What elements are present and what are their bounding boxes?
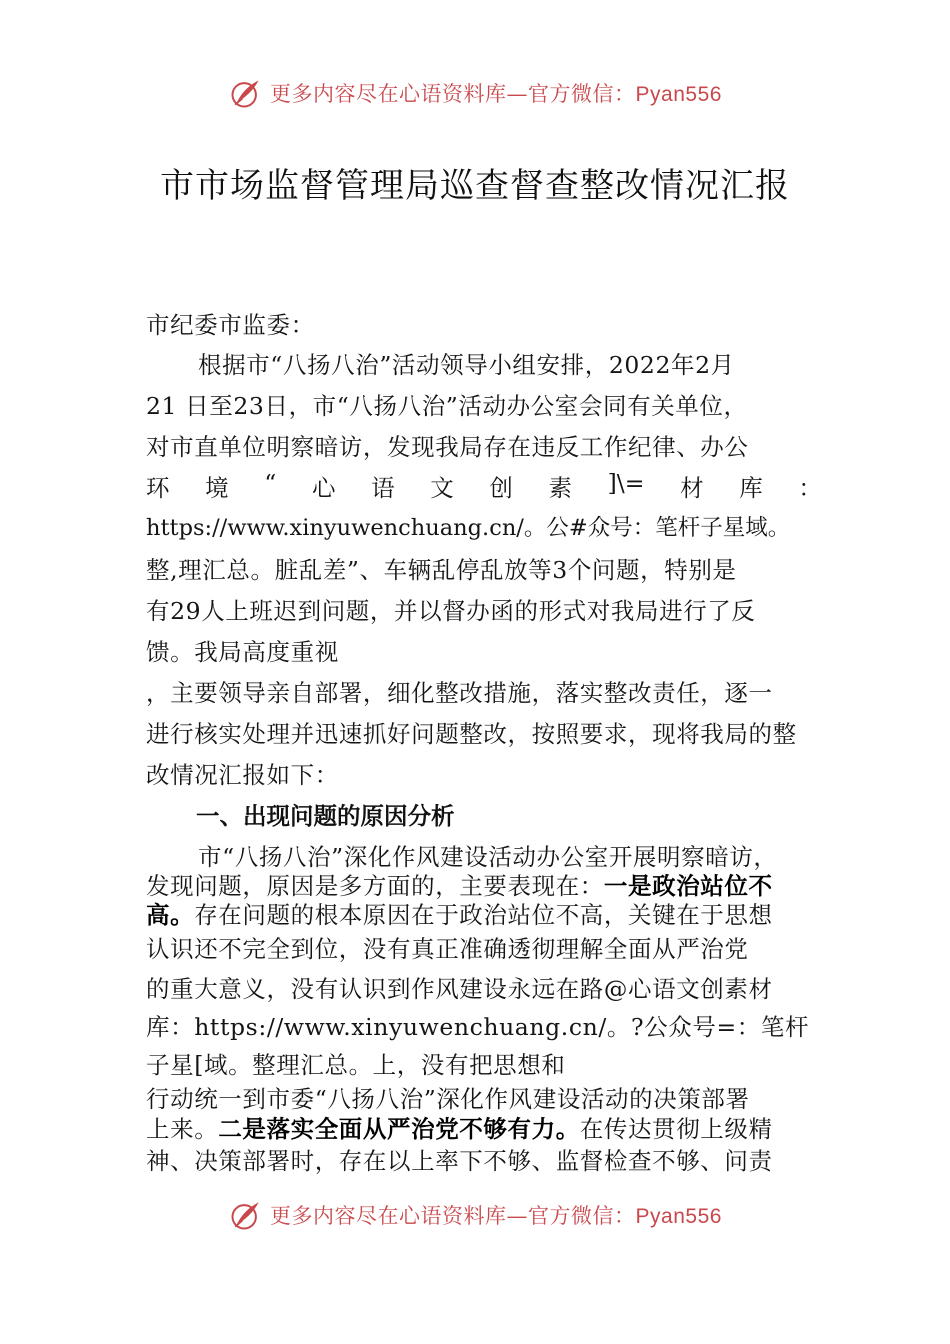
p1-line-4-part: 环 — [146, 474, 170, 502]
p1-line-10: 进行核实处理并迅速抓好问题整改，按照要求，现将我局的整 — [146, 720, 797, 748]
p2-line-9 — [146, 1110, 773, 1144]
quill-logo-icon — [228, 75, 264, 111]
p1-line-8: 馈。我局高度重视 — [146, 638, 339, 666]
p1-line-7: 有29人上班迟到问题，并以督办函的形式对我局进行了反 — [146, 597, 756, 625]
p2-line-2-text: 发现问题，原因是多方面的，主要表现在： — [146, 872, 604, 900]
p1-line-5: https://www.xinyuwenchuang.cn/。公#众号：笔杆子星域。 — [146, 515, 791, 541]
banner-text: 更多内容尽在心语资料库—官方微信：Pyan556 — [270, 1204, 722, 1228]
p2-line-3-text: 存在问题的根本原因在于政治站位不高，关键在于思想 — [194, 901, 773, 929]
p1-line-4-part: 材 — [680, 474, 704, 502]
p2-line-5: 的重大意义，没有认识到作风建设永远在路@心语文创素材 — [146, 975, 773, 1003]
p2-line-4: 认识还不完全到位，没有真正准确透彻理解全面从严治党 — [146, 935, 749, 963]
p1-line-4 — [146, 469, 822, 503]
p1-line-4-part: 库 — [739, 474, 763, 502]
p1-line-1: 根据市“八扬八治”活动领导小组安排，2022年2月 — [198, 351, 735, 379]
p1-line-11: 改情况汇报如下： — [146, 761, 339, 789]
p1-line-6: 整,理汇总。脏乱差”、车辆乱停乱放等3个问题，特别是 — [146, 556, 737, 584]
p2-line-1: 市“八扬八治”深化作风建设活动办公室开展明察暗访， — [198, 843, 778, 871]
page-title: 市市场监督管理局巡查督查整改情况汇报 — [160, 166, 790, 206]
quill-logo-icon — [228, 1197, 264, 1233]
footer-banner — [0, 1190, 950, 1240]
p2-line-3 — [146, 896, 773, 930]
p2-emphasis-2: 二是落实全面从严治党不够有力。 — [218, 1115, 580, 1143]
header-banner — [0, 68, 950, 118]
p1-line-4-part: ： — [798, 474, 822, 502]
wechat-id: Pyan556 — [635, 83, 722, 106]
p1-line-3: 对市直单位明察暗访，发现我局存在违反工作纪律、办公 — [146, 433, 749, 461]
p1-line-4-part: 心 — [311, 474, 336, 502]
p1-line-4-part: 创 — [489, 474, 513, 502]
wechat-id: Pyan556 — [635, 1205, 722, 1228]
p1-line-4-part: ]\= — [607, 469, 645, 497]
p1-line-4-part: 文 — [430, 474, 454, 502]
p2-line-7: 子星[域。整理汇总。上，没有把思想和 — [146, 1051, 566, 1079]
p1-line-4-part: 境 — [205, 474, 229, 502]
p2-line-6: 库：https://www.xinyuwenchuang.cn/。?公众号=：笔杆 — [146, 1013, 810, 1041]
p2-emphasis-1: 一是政治站位不 — [603, 872, 773, 900]
section-heading-1: 一、出现问题的原因分析 — [196, 802, 455, 830]
p1-line-4-part: “ — [264, 469, 277, 497]
p1-line-4-part: 素 — [548, 474, 572, 502]
p2-line-9-text: 上来。 — [146, 1115, 219, 1143]
p1-line-9: ，主要领导亲自部署，细化整改措施，落实整改责任，逐一 — [146, 679, 773, 707]
banner-text: 更多内容尽在心语资料库—官方微信：Pyan556 — [270, 82, 722, 106]
p2-line-9-tail: 在传达贯彻上级精 — [579, 1115, 773, 1143]
p2-emphasis-1-end: 高。 — [146, 901, 195, 929]
salutation: 市纪委市监委： — [146, 311, 315, 339]
p2-line-10: 神、决策部署时，存在以上率下不够、监督检查不够、问责 — [146, 1147, 773, 1175]
p1-line-2: 21 日至23日，市“八扬八治”活动办公室会同有关单位， — [146, 392, 748, 420]
p2-line-8: 行动统一到市委“八扬八治”深化作风建设活动的决策部署 — [146, 1085, 750, 1113]
p1-line-4-part: 语 — [371, 474, 395, 502]
